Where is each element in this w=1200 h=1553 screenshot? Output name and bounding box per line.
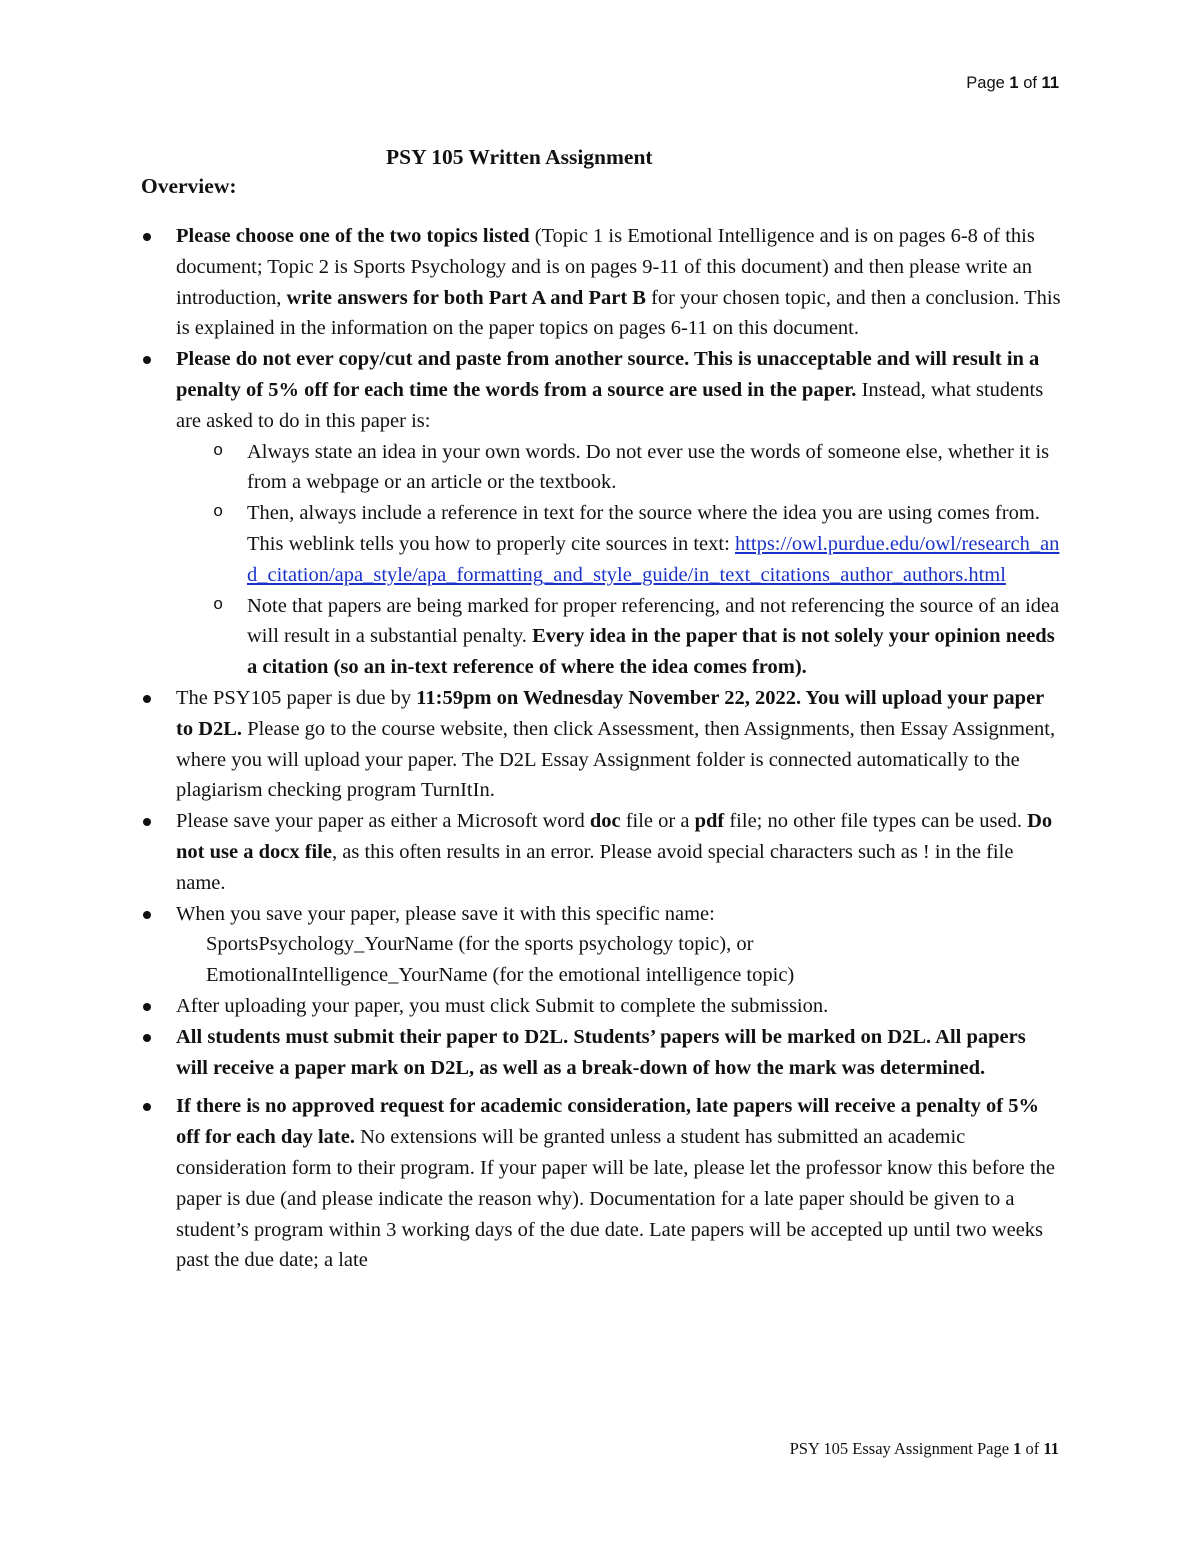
body-text: (Topic 1 is Emotional Intelligence and is on pages 6-8 of this document; Topic 2 is Sports Psychology and is on pages 9-11 of this document) and then please write an introduction, (176, 225, 1035, 309)
bullet-file-type (141, 806, 1061, 898)
body-text: Always state an idea in your own words. Do not ever use the words of someone else, whether it is from a webpage or an article or the textbook. (247, 440, 1050, 494)
bullet-late-papers (141, 1091, 1061, 1276)
page-word: Page (966, 74, 1005, 92)
body-text: Then, always include a reference in text for the source where the idea you are using comes from. This weblink tells you how to properly cite sources in text: (247, 502, 1040, 555)
overview-heading: Overview: (141, 174, 237, 198)
bold-text: Do not use a docx file (176, 810, 1053, 863)
footer-of-word: of (1025, 1439, 1040, 1458)
bold-text: All students must submit their paper to D2L. Students’ papers will be marked on D2L. All papers will receive a paper mark on D2L, as well as a break-down of how the mark was determined. (176, 1025, 1026, 1079)
bold-text: If there is no approved request for academic consideration, late papers will receive a penalty of 5% off for each day late. (176, 1095, 1040, 1149)
body-text: , as this often results in an error. Please avoid special characters such as ! in the file name. (176, 840, 1014, 894)
sub-list (176, 437, 1061, 683)
body-text: Please go to the course website, then click Assessment, then Assignments, then Essay Assignment, where you will upload your paper. The D2L Essay Assignment folder is connected automatically to the plagiarism checking program TurnItIn. (176, 717, 1056, 802)
body-text: After uploading your paper, you must click Submit to complete the submission. (176, 994, 829, 1017)
bullet-topic-choice (141, 221, 1061, 344)
document-body (141, 221, 1061, 1276)
page-total: 11 (1041, 74, 1059, 92)
of-word: of (1023, 74, 1037, 92)
body-text: Instead, what students are asked to do in this paper is: (176, 378, 1044, 432)
bold-text: Please choose one of the two topics listed (176, 225, 530, 247)
body-text: When you save your paper, please save it with this specific name: (176, 902, 715, 925)
bold-text: Every idea in the paper that is not solely your opinion needs a citation (so an in-text reference of where the idea comes from). (247, 625, 1055, 679)
body-text: Note that papers are being marked for proper referencing, and not referencing the source of an idea will result in a substantial penalty. (247, 594, 1060, 648)
bold-text: Please do not ever copy/cut and paste from another source. This is unacceptable and will result in a penalty of 5% off for each time the words from a source are used in the paper. (176, 348, 1040, 401)
bullet-d2l-marking (141, 1022, 1061, 1084)
file-name-example-emotional: EmotionalIntelligence_YourName (for the emotional intelligence topic) (206, 964, 795, 987)
footer-page-number: 1 (1013, 1439, 1022, 1458)
body-text: file; no other file types can be used. (724, 810, 1028, 833)
bold-text: doc (589, 810, 621, 833)
bold-text: 11:59pm on Wednesday November 22, 2022. You will upload your paper to D2L. (176, 686, 1044, 740)
citation-link[interactable]: https://owl.purdue.edu/owl/research_and_citation/apa_style/apa_formatting_and_style_guide/in_text_citations_author_authors.html (247, 532, 1060, 586)
body-text: The PSY105 paper is due by (176, 686, 417, 709)
body-text: No extensions will be granted unless a student has submitted an academic consideration form to their program. If your paper will be late, please let the professor know this before the paper is due (and please indicate the reason why). Documentation for a late paper should be given to a student’s program within 3 working days of the due date. Late papers will be accepted up until two weeks past the due date; a late (176, 1126, 1055, 1272)
bullet-submit (141, 991, 1061, 1022)
footer-page-total: 11 (1043, 1439, 1059, 1458)
document-title: PSY 105 Written Assignment (386, 145, 653, 169)
page-footer (790, 1438, 1059, 1460)
sub-item-penalty (247, 591, 1061, 683)
instructions-list (141, 221, 1061, 1276)
file-name-example-sports: SportsPsychology_YourName (for the sports psychology topic), or (206, 933, 754, 956)
body-text: for your chosen topic, and then a conclusion. This is explained in the information on the paper topics on pages 6-11 on this document. (176, 286, 1061, 340)
page-number: 1 (1009, 74, 1019, 92)
bold-text: pdf (694, 810, 725, 833)
sub-item-own-words (247, 437, 1061, 499)
bullet-no-copy (141, 344, 1061, 683)
body-text: Please save your paper as either a Microsoft word (176, 810, 590, 833)
bold-text: write answers for both Part A and Part B (286, 286, 646, 309)
sub-item-reference (247, 498, 1061, 590)
page-header (966, 72, 1059, 94)
bullet-due-date (141, 683, 1061, 806)
footer-label: PSY 105 Essay Assignment Page (789, 1439, 1010, 1458)
bullet-file-name (141, 899, 1061, 991)
body-text: file or a (620, 810, 695, 833)
